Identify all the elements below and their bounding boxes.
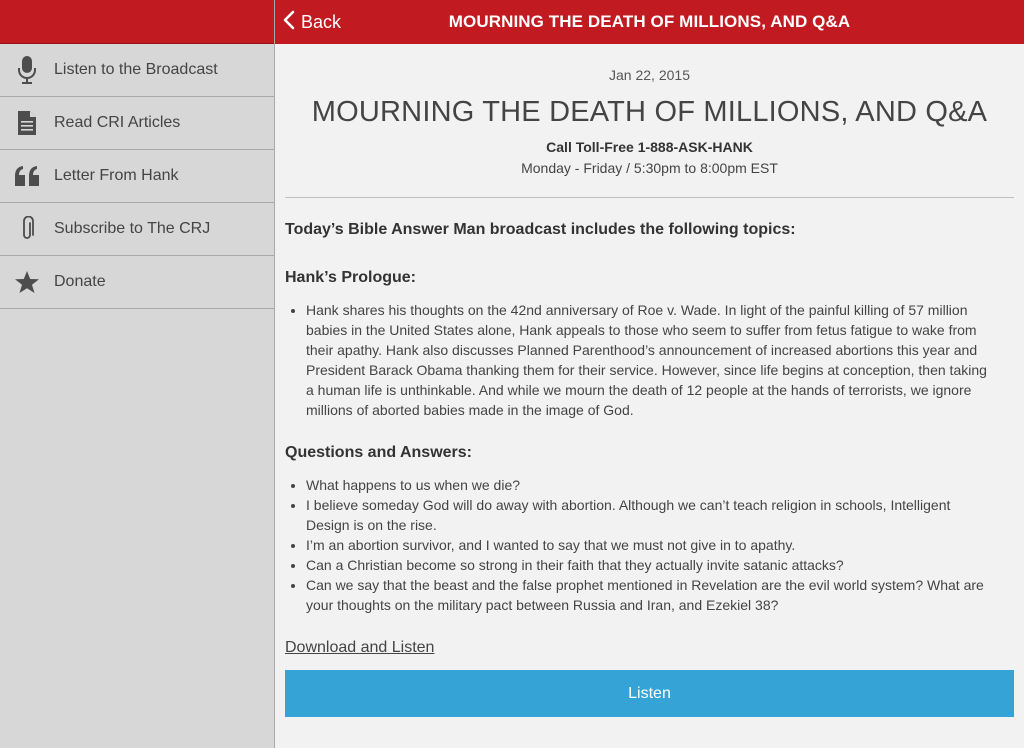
list-item: • Can a Christian become so strong in their faith that they actually invite satanic attacks? — [306, 555, 991, 575]
article-title: MOURNING THE DEATH OF MILLIONS, AND Q&A — [311, 96, 988, 128]
article-content — [285, 44, 1014, 748]
sidebar-item-label: Read CRI Articles — [54, 114, 181, 131]
back-button[interactable] — [283, 0, 341, 44]
sidebar-header — [0, 0, 274, 44]
top-nav-bar — [275, 0, 1024, 44]
quote-icon — [0, 165, 54, 187]
qa-list — [306, 475, 991, 615]
listen-button[interactable]: Listen — [285, 670, 1014, 717]
prologue-list — [306, 300, 991, 420]
sidebar-item-label: Donate — [54, 273, 106, 290]
divider — [285, 197, 1014, 198]
back-button-label: Back — [301, 11, 342, 32]
list-item: • What happens to us when we die? — [306, 475, 991, 495]
list-item: • I believe someday God will do away with abortion. Although we can’t teach religion in schools, Intelligent Design is on the rise. — [306, 495, 991, 535]
broadcast-hours: Monday - Friday / 5:30pm to 8:00pm EST — [521, 160, 778, 176]
sidebar-item-read-articles[interactable] — [0, 97, 274, 150]
page-title: MOURNING THE DEATH OF MILLIONS, AND Q&A — [448, 12, 851, 31]
sidebar-item-subscribe-crj[interactable] — [0, 203, 274, 256]
list-item: • I’m an abortion survivor, and I wanted to say that we must not give in to apathy. — [306, 535, 991, 555]
prologue-heading: Hank’s Prologue: — [285, 269, 416, 286]
sidebar-item-donate[interactable] — [0, 256, 274, 309]
document-icon — [0, 110, 54, 136]
sidebar-item-label: Letter From Hank — [54, 167, 179, 184]
star-icon — [0, 270, 54, 294]
download-and-listen-link[interactable]: Download and Listen — [285, 639, 435, 656]
paperclip-icon — [0, 216, 54, 242]
microphone-icon — [0, 55, 54, 85]
post-date: Jan 22, 2015 — [609, 67, 690, 83]
intro-heading: Today’s Bible Answer Man broadcast includes the following topics: — [285, 221, 796, 238]
call-toll-free: Call Toll-Free 1-888-ASK-HANK — [546, 139, 753, 155]
chevron-left-icon — [283, 10, 301, 35]
sidebar-item-label: Listen to the Broadcast — [54, 61, 218, 78]
sidebar-item-label: Subscribe to The CRJ — [54, 220, 211, 237]
list-item: • Hank shares his thoughts on the 42nd anniversary of Roe v. Wade. In light of the painful killing of 57 million babies in the United States alone, Hank appeals to those who seem to suffer from fetus fatigue to wake from their apathy. Hank also discusses Planned Parenthood’s announcement of increased abortions this year and President Barack Obama thanking them for their service. However, since life begins at conception, then taking a human life is unthinkable. And while we mourn the death of 12 people at the hands of terrorists, we ignore millions of aborted babies made in the image of God. — [306, 300, 991, 420]
sidebar-item-letter-from-hank[interactable] — [0, 150, 274, 203]
sidebar-item-listen-broadcast[interactable] — [0, 44, 274, 97]
qa-heading: Questions and Answers: — [285, 444, 472, 461]
sidebar — [0, 0, 275, 748]
list-item: • Can we say that the beast and the false prophet mentioned in Revelation are the evil world system? What are your thoughts on the military pact between Russia and Iran, and Ezekiel 38? — [306, 575, 991, 615]
